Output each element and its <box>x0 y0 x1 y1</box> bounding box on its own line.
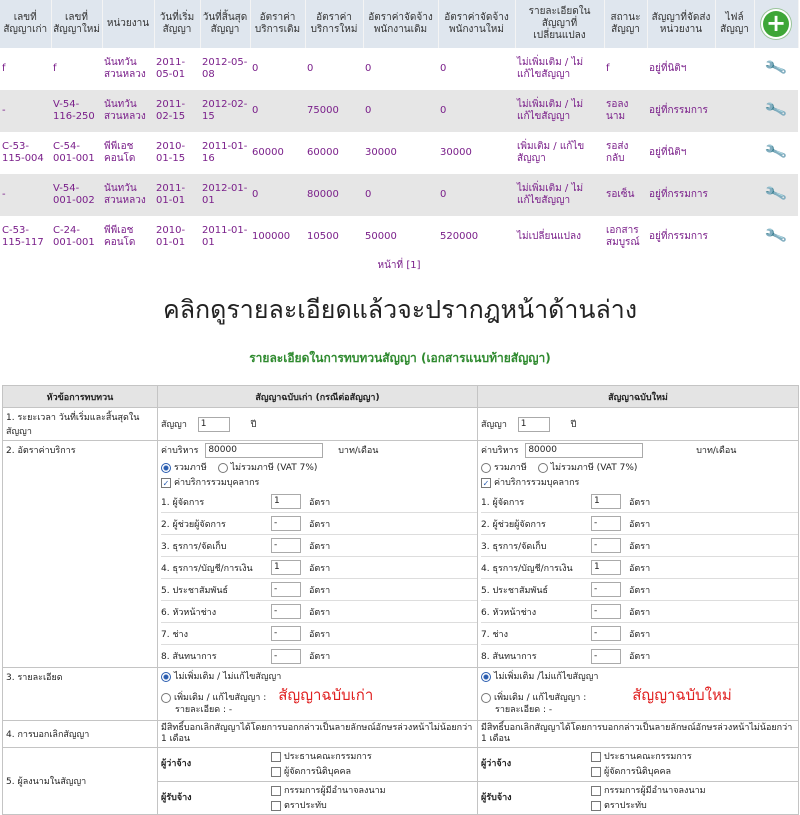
vat-incl-label: รวมภาษี <box>494 463 527 473</box>
col-topic-header: หัวข้อการทบทวน <box>3 386 158 408</box>
staff-count-input[interactable]: - <box>591 604 621 619</box>
staff-count-input[interactable]: 1 <box>591 560 621 575</box>
pager[interactable]: หน้าที่ [1] <box>377 260 421 271</box>
cell-unit: พีพีเอชคอนโด <box>102 132 154 174</box>
list-item <box>481 601 798 623</box>
cell-rate-old: 0 <box>250 90 305 132</box>
staff-label: 8. สันทนาการ <box>161 652 217 662</box>
cell-staff-old: 0 <box>363 174 438 216</box>
staff-label: 5. ประชาสัมพันธ์ <box>161 585 228 596</box>
staff-count-input[interactable]: - <box>591 649 621 664</box>
old-no-change-radio[interactable] <box>161 672 171 682</box>
cell-staff-old: 50000 <box>363 216 438 258</box>
staff-count-input[interactable]: - <box>591 538 621 553</box>
cell-rate-old: 60000 <box>250 132 305 174</box>
cell-start: 2010-01-01 <box>154 216 200 258</box>
col-header-new-no[interactable]: เลขที่สัญญาใหม่ <box>51 0 102 48</box>
cell-unit: นันทวันสวนหลวง <box>102 48 154 90</box>
cell-staff-old: 30000 <box>363 132 438 174</box>
fee-unit: บาท/เดือน <box>696 446 737 456</box>
cell-detail: เพิ่มเติม / แก้ไขสัญญา <box>515 132 604 174</box>
cell-end: 2011-01-01 <box>200 216 250 258</box>
cell-sent: อยู่ที่กรรมการ <box>647 90 715 132</box>
fee-unit: บาท/เดือน <box>338 446 379 456</box>
company-seal-label: ตราประทับ <box>284 801 327 811</box>
new-period-cell <box>478 408 799 441</box>
company-seal-checkbox[interactable] <box>591 801 601 811</box>
new-staff-list <box>481 491 798 667</box>
vat-excl-label: ไม่รวมภาษี (VAT 7%) <box>550 463 638 473</box>
cell-status: เอกสารสมบูรณ์ <box>604 216 647 258</box>
cell-file <box>715 216 754 258</box>
topic-cancel: 4. การบอกเลิกสัญญา <box>3 721 158 748</box>
staff-label: 8. สันทนาการ <box>481 652 537 662</box>
list-item <box>161 535 477 557</box>
cell-staff-new: 0 <box>438 48 515 90</box>
staff-count-input[interactable]: - <box>271 516 301 531</box>
committee-chair-checkbox[interactable] <box>591 752 601 762</box>
list-item <box>161 645 477 667</box>
old-contract-years-input[interactable]: 1 <box>198 417 230 432</box>
new-signers-cell <box>478 748 799 815</box>
detail-text: รายละเอียด : - <box>175 705 233 715</box>
wrench-icon[interactable]: 🔧 <box>763 180 789 206</box>
col-header-file[interactable]: ไฟล์สัญญา <box>715 0 754 48</box>
cell-unit: นันทวันสวนหลวง <box>102 90 154 132</box>
col-header-sent[interactable]: สัญญาที่จัดส่งหน่วยงาน <box>647 0 715 48</box>
cell-staff-new: 520000 <box>438 216 515 258</box>
staff-label: 7. ช่าง <box>481 629 509 640</box>
rate-label: อัตรา <box>309 629 331 640</box>
staff-label: 3. ธุรการ/จัดเก็บ <box>481 541 547 552</box>
staff-label: 4. ธุรการ/บัญชี/การเงิน <box>161 563 253 574</box>
col-header-end[interactable]: วันที่สิ้นสุดสัญญา <box>200 0 250 48</box>
staff-label: 7. ช่าง <box>161 629 189 640</box>
old-signers-cell <box>158 748 478 815</box>
cell-new-no: f <box>51 48 102 90</box>
old-staff-fee-checkbox[interactable]: ✓ <box>162 478 170 488</box>
edit-button[interactable] <box>754 132 798 174</box>
cell-new-no: C-54-001-001 <box>51 132 102 174</box>
topic-period: 1. ระยะเวลา วันที่เริ่มและสิ้นสุดในสัญญา <box>3 408 158 441</box>
cell-detail: ไม่เพิ่มเติม / ไม่แก้ไขสัญญา <box>515 174 604 216</box>
list-item <box>481 623 798 645</box>
new-contract-years-input[interactable]: 1 <box>518 417 550 432</box>
juristic-manager-checkbox[interactable] <box>591 767 601 777</box>
col-header-staff-old[interactable]: อัตราค่าจัดจ้างพนักงานเดิม <box>363 0 438 48</box>
staff-count-input[interactable]: - <box>271 538 301 553</box>
employer-label: ผู้ว่าจ้าง <box>481 759 512 769</box>
staff-count-input[interactable]: - <box>591 582 621 597</box>
staff-label: 2. ผู้ช่วยผู้จัดการ <box>161 519 226 530</box>
cell-file <box>715 48 754 90</box>
new-vat-excl-radio[interactable] <box>538 463 548 473</box>
cell-old-no: - <box>0 90 51 132</box>
cell-end: 2011-01-16 <box>200 132 250 174</box>
rate-label: อัตรา <box>309 497 331 508</box>
cell-rate-old: 100000 <box>250 216 305 258</box>
fee-label: ค่าบริหาร <box>481 446 519 456</box>
contract-label: สัญญา <box>161 419 187 430</box>
col-old-header: สัญญาฉบับเก่า (กรณีต่อสัญญา) <box>158 386 478 408</box>
staff-count-input[interactable]: 1 <box>271 494 301 509</box>
edit-button[interactable] <box>754 48 798 90</box>
table-row[interactable] <box>0 132 798 174</box>
col-header-detail[interactable]: รายละเอียดในสัญญาที่เปลี่ยนแปลง <box>515 0 604 48</box>
contract-review-form <box>2 385 799 815</box>
cell-status: รอลงนาม <box>604 90 647 132</box>
cell-new-no: V-54-001-002 <box>51 174 102 216</box>
authorized-director-label: กรรมการผู้มีอำนาจลงนาม <box>284 786 386 796</box>
rate-label: อัตรา <box>629 629 651 640</box>
table-row[interactable] <box>0 48 798 90</box>
contract-list-table <box>0 0 799 258</box>
cell-rate-old: 0 <box>250 174 305 216</box>
cell-rate-new: 0 <box>305 48 363 90</box>
staff-count-input[interactable]: - <box>591 516 621 531</box>
cell-status: รอเซ็น <box>604 174 647 216</box>
col-new-header: สัญญาฉบับใหม่ <box>478 386 799 408</box>
cell-sent: อยู่ที่กรรมการ <box>647 174 715 216</box>
no-change-label: ไม่เพิ่มเติม / ไม่แก้ไขสัญญา <box>174 672 282 682</box>
edit-button[interactable] <box>754 174 798 216</box>
topic-detail: 3. รายละเอียด <box>3 668 158 721</box>
table-header-row <box>0 0 798 48</box>
employer-label: ผู้ว่าจ้าง <box>161 759 192 769</box>
committee-chair-checkbox[interactable] <box>271 752 281 762</box>
old-detail-cell <box>158 668 478 721</box>
staff-count-input[interactable]: - <box>271 582 301 597</box>
company-seal-checkbox[interactable] <box>271 801 281 811</box>
form-row-fee <box>3 441 799 668</box>
contractor-label: ผู้รับจ้าง <box>161 793 192 803</box>
cell-file <box>715 90 754 132</box>
committee-chair-label: ประธานคณะกรรมการ <box>284 752 372 762</box>
old-period-cell <box>158 408 478 441</box>
form-row-cancel <box>3 721 799 748</box>
col-header-staff-new[interactable]: อัตราค่าจัดจ้างพนักงานใหม่ <box>438 0 515 48</box>
list-item <box>161 601 477 623</box>
rate-label: อัตรา <box>629 607 651 618</box>
table-row[interactable] <box>0 216 798 258</box>
company-seal-label: ตราประทับ <box>604 801 647 811</box>
cell-status: f <box>604 48 647 90</box>
col-header-unit[interactable]: หน่วยงาน <box>102 0 154 48</box>
rate-label: อัตรา <box>629 541 651 552</box>
cell-sent: อยู่ที่นิติฯ <box>647 48 715 90</box>
old-fee-input[interactable]: 80000 <box>205 443 323 458</box>
new-staff-fee-checkbox[interactable]: ✓ <box>482 478 490 488</box>
cell-new-no: C-24-001-001 <box>51 216 102 258</box>
form-row-detail <box>3 668 799 721</box>
form-row-signers <box>3 748 799 815</box>
committee-chair-label: ประธานคณะกรรมการ <box>604 752 692 762</box>
old-staff-list <box>161 491 477 667</box>
col-header-start[interactable]: วันที่เริ่มสัญญา <box>154 0 200 48</box>
form-row-period <box>3 408 799 441</box>
staff-label: 2. ผู้ช่วยผู้จัดการ <box>481 519 546 530</box>
cell-old-no: f <box>0 48 51 90</box>
new-change-radio[interactable] <box>481 693 491 703</box>
list-item <box>481 579 798 601</box>
new-no-change-radio[interactable] <box>481 672 491 682</box>
contractor-label: ผู้รับจ้าง <box>481 793 512 803</box>
cell-rate-old: 0 <box>250 48 305 90</box>
cell-file <box>715 132 754 174</box>
plus-circle-icon[interactable]: + <box>763 11 789 37</box>
wrench-icon[interactable]: 🔧 <box>763 222 789 248</box>
page-caption: คลิกดูรายละเอียดแล้วจะปรากฎหน้าด้านล่าง <box>162 295 638 324</box>
wrench-icon[interactable]: 🔧 <box>763 138 789 164</box>
staff-label: 1. ผู้จัดการ <box>161 497 205 508</box>
staff-label: 4. ธุรการ/บัญชี/การเงิน <box>481 563 573 574</box>
staff-label: 6. หัวหน้าช่าง <box>161 607 217 618</box>
form-header-row <box>3 386 799 408</box>
year-label: ปี <box>570 419 577 430</box>
cell-end: 2012-01-01 <box>200 174 250 216</box>
col-header-old-no[interactable]: เลขที่สัญญาเก่า <box>0 0 51 48</box>
wrench-icon[interactable]: 🔧 <box>763 54 789 80</box>
col-header-rate-new[interactable]: อัตราค่าบริการใหม่ <box>305 0 363 48</box>
staff-label: 5. ประชาสัมพันธ์ <box>481 585 548 596</box>
detail-text: รายละเอียด : - <box>495 705 553 715</box>
cell-sent: อยู่ที่นิติฯ <box>647 132 715 174</box>
fee-label: ค่าบริหาร <box>161 446 199 456</box>
staff-count-input[interactable]: - <box>271 604 301 619</box>
topic-fee: 2. อัตราค่าบริการ <box>3 441 158 668</box>
staff-fee-label: ค่าบริการรวมบุคลากร <box>174 478 260 488</box>
list-item <box>481 513 798 535</box>
vat-excl-label: ไม่รวมภาษี (VAT 7%) <box>230 463 318 473</box>
authorized-director-checkbox[interactable] <box>271 786 281 796</box>
cell-old-no: C-53-115-117 <box>0 216 51 258</box>
edit-button[interactable] <box>754 216 798 258</box>
cell-staff-new: 0 <box>438 174 515 216</box>
rate-label: อัตรา <box>309 652 331 662</box>
rate-label: อัตรา <box>629 563 651 574</box>
cell-sent: อยู่ที่กรรมการ <box>647 216 715 258</box>
cell-detail: ไม่เปลี่ยนแปลง <box>515 216 604 258</box>
cell-staff-old: 0 <box>363 48 438 90</box>
col-header-status[interactable]: สถานะสัญญา <box>604 0 647 48</box>
cell-file <box>715 174 754 216</box>
staff-count-input[interactable]: - <box>591 626 621 641</box>
topic-signers: 5. ผู้ลงนามในสัญญา <box>3 748 158 815</box>
add-button[interactable] <box>754 0 798 48</box>
no-change-label: ไม่เพิ่มเติม /ไม่แก้ไขสัญญา <box>494 672 599 682</box>
list-item <box>161 491 477 513</box>
cell-end: 2012-02-15 <box>200 90 250 132</box>
vat-incl-label: รวมภาษี <box>174 463 207 473</box>
staff-count-input[interactable]: 1 <box>591 494 621 509</box>
cell-start: 2011-01-01 <box>154 174 200 216</box>
list-item <box>481 645 798 667</box>
old-change-radio[interactable] <box>161 693 171 703</box>
annotation-new: สัญญาฉบับใหม่ <box>632 686 732 704</box>
cell-rate-new: 80000 <box>305 174 363 216</box>
annotation-old: สัญญาฉบับเก่า <box>278 686 374 704</box>
rate-label: อัตรา <box>309 607 331 618</box>
staff-label: 3. ธุรการ/จัดเก็บ <box>161 541 227 552</box>
old-vat-excl-radio[interactable] <box>218 463 228 473</box>
cell-start: 2011-02-15 <box>154 90 200 132</box>
rate-label: อัตรา <box>629 652 651 662</box>
rate-label: อัตรา <box>309 585 331 596</box>
authorized-director-label: กรรมการผู้มีอำนาจลงนาม <box>604 786 706 796</box>
cell-new-no: V-54-116-250 <box>51 90 102 132</box>
rate-label: อัตรา <box>629 519 651 530</box>
old-cancel-text: มีสิทธิ์บอกเลิกสัญญาได้โดยการบอกกล่าวเป็นลายลักษณ์อักษรล่วงหน้าไม่น้อยกว่า 1 เดือน <box>158 721 478 748</box>
staff-count-input[interactable]: - <box>271 626 301 641</box>
old-fee-cell <box>158 441 478 668</box>
cell-start: 2010-01-15 <box>154 132 200 174</box>
new-detail-cell <box>478 668 799 721</box>
form-title: รายละเอียดในการทบทวนสัญญา (เอกสารแนบท้ายสัญญา) <box>249 351 551 365</box>
contract-label: สัญญา <box>481 419 507 430</box>
staff-label: 1. ผู้จัดการ <box>481 497 525 508</box>
cell-rate-new: 10500 <box>305 216 363 258</box>
list-item <box>481 557 798 579</box>
cell-detail: ไม่เพิ่มเติม / ไม่แก้ไขสัญญา <box>515 48 604 90</box>
cell-unit: นันทวันสวนหลวง <box>102 174 154 216</box>
cell-rate-new: 75000 <box>305 90 363 132</box>
rate-label: อัตรา <box>629 497 651 508</box>
change-label: เพิ่มเติม / แก้ไขสัญญา : <box>174 693 267 703</box>
rate-label: อัตรา <box>309 541 331 552</box>
cell-old-no: - <box>0 174 51 216</box>
year-label: ปี <box>250 419 257 430</box>
table-row[interactable] <box>0 90 798 132</box>
cell-old-no: C-53-115-004 <box>0 132 51 174</box>
new-fee-input[interactable]: 80000 <box>525 443 643 458</box>
cell-staff-old: 0 <box>363 90 438 132</box>
new-vat-incl-radio[interactable] <box>481 463 491 473</box>
list-item <box>161 623 477 645</box>
old-vat-incl-radio[interactable] <box>161 463 171 473</box>
juristic-manager-label: ผู้จัดการนิติบุคคล <box>604 767 671 777</box>
cell-staff-new: 30000 <box>438 132 515 174</box>
list-item <box>161 513 477 535</box>
rate-label: อัตรา <box>309 519 331 530</box>
list-item <box>161 557 477 579</box>
cell-staff-new: 0 <box>438 90 515 132</box>
list-item <box>161 579 477 601</box>
new-fee-cell <box>478 441 799 668</box>
staff-count-input[interactable]: - <box>271 649 301 664</box>
cell-status: รอส่งกลับ <box>604 132 647 174</box>
table-row[interactable] <box>0 174 798 216</box>
staff-count-input[interactable]: 1 <box>271 560 301 575</box>
wrench-icon[interactable]: 🔧 <box>763 96 789 122</box>
rate-label: อัตรา <box>629 585 651 596</box>
staff-label: 6. หัวหน้าช่าง <box>481 607 537 618</box>
new-cancel-text: มีสิทธิ์บอกเลิกสัญญาได้โดยการบอกกล่าวเป็นลายลักษณ์อักษรล่วงหน้าไม่น้อยกว่า 1 เดือน <box>478 721 799 748</box>
cell-end: 2012-05-08 <box>200 48 250 90</box>
list-item <box>481 535 798 557</box>
cell-detail: ไม่เพิ่มเติม / ไม่แก้ไขสัญญา <box>515 90 604 132</box>
change-label: เพิ่มเติม / แก้ไขสัญญา : <box>494 693 587 703</box>
juristic-manager-label: ผู้จัดการนิติบุคคล <box>284 767 351 777</box>
edit-button[interactable] <box>754 90 798 132</box>
cell-start: 2011-05-01 <box>154 48 200 90</box>
list-item <box>481 491 798 513</box>
authorized-director-checkbox[interactable] <box>591 786 601 796</box>
cell-unit: พีพีเอชคอนโด <box>102 216 154 258</box>
cell-rate-new: 60000 <box>305 132 363 174</box>
staff-fee-label: ค่าบริการรวมบุคลากร <box>494 478 580 488</box>
col-header-rate-old[interactable]: อัตราค่าบริการเดิม <box>250 0 305 48</box>
rate-label: อัตรา <box>309 563 331 574</box>
juristic-manager-checkbox[interactable] <box>271 767 281 777</box>
